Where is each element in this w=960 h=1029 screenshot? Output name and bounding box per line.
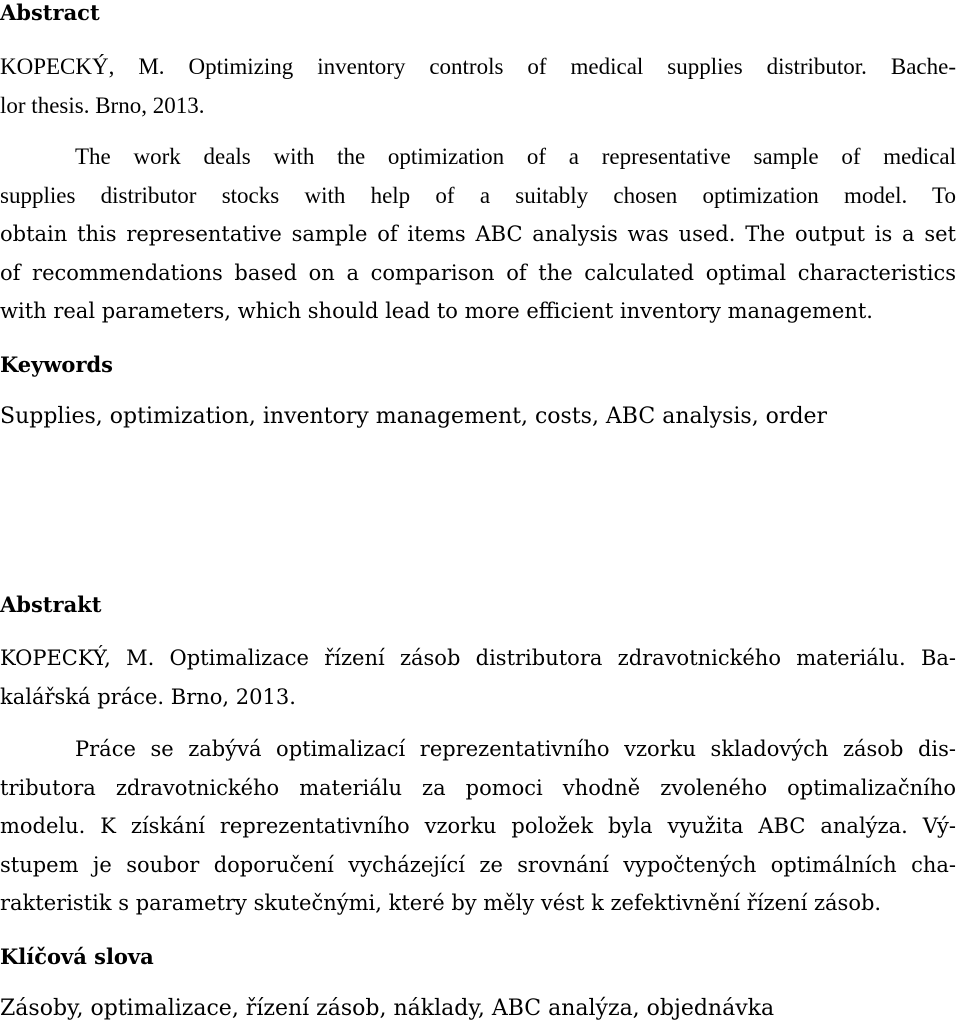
klicova-slova-text: Zásoby, optimalizace, řízení zásob, náklady, ABC analýza, objednávka [0, 996, 775, 1021]
abstract-citation [0, 48, 956, 125]
body-line: tributora zdravotnického materiálu za pomoci vhodně zvoleného optimalizačního [0, 775, 956, 800]
citation-line: KOPECKÝ, M. Optimalizace řízení zásob distributora zdravotnického materiálu. Ba- [0, 646, 956, 670]
body-line: modelu. K získání reprezentativního vzorku položek byla využita ABC analýza. Vý- [0, 814, 956, 838]
citation-line: KOPECKÝ, M. Optimizing inventory controls of medical supplies distributor. Bache- [0, 54, 956, 79]
body-line: supplies distributor stocks with help of a suitably chosen optimization model. To [0, 182, 956, 208]
abstract-heading-block [0, 0, 956, 26]
citation-line: kalářská práce. Brno, 2013. [0, 684, 296, 709]
abstract-heading: Abstract [0, 0, 100, 25]
citation-line: lor thesis. Brno, 2013. [0, 92, 205, 118]
abstrakt-body [0, 730, 956, 923]
body-line: obtain this representative sample of items ABC analysis was used. The output is a set [0, 222, 956, 246]
klicova-slova-heading-block [0, 944, 956, 970]
body-line: with real parameters, which should lead to more efficient inventory management. [0, 299, 873, 323]
keywords-text: Supplies, optimization, inventory management, costs, ABC analysis, order [0, 404, 828, 429]
body-line: rakteristik s parametry skutečnými, které by měly vést k zefektivnění řízení zásob. [0, 891, 882, 915]
klicova-slova-heading: Klíčová slova [0, 944, 154, 969]
klicova-slova-block [0, 990, 956, 1029]
abstrakt-citation [0, 639, 956, 716]
body-line: stupem je soubor doporučení vycházející ze srovnání vypočtených optimálních cha- [0, 852, 956, 877]
abstract-body [0, 138, 956, 331]
abstrakt-heading-block [0, 592, 956, 618]
body-line: The work deals with the optimization of a representative sample of medical [75, 144, 956, 169]
body-line: Práce se zabývá optimalizací reprezentativního vzorku skladových zásob dis- [75, 737, 956, 761]
abstrakt-heading: Abstrakt [0, 592, 102, 617]
keywords-block [0, 398, 956, 437]
keywords-heading-block [0, 352, 956, 378]
body-line: of recommendations based on a comparison of the calculated optimal characteristics [0, 260, 956, 285]
keywords-heading: Keywords [0, 352, 114, 377]
